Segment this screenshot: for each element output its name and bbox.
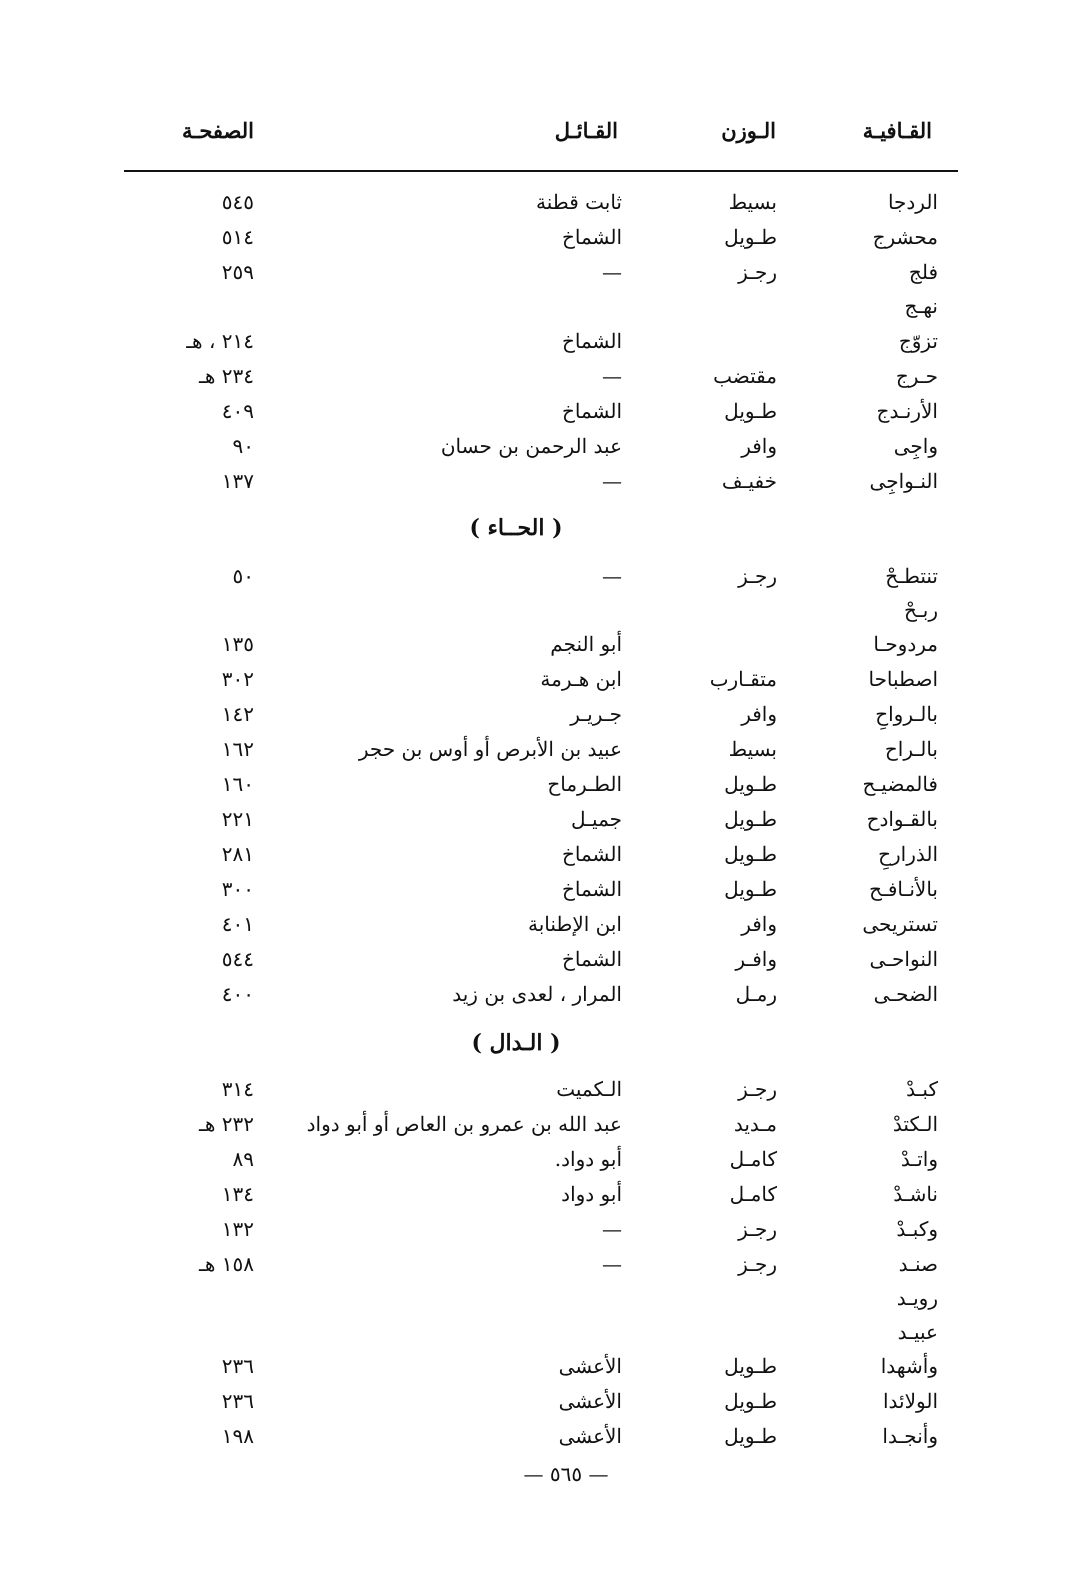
cell-rhyme: الـكتدْ bbox=[892, 1112, 938, 1136]
cell-rhyme: واجِى bbox=[893, 434, 938, 458]
cell-page: ٢١٤ ، هـ bbox=[186, 329, 254, 353]
table-row bbox=[0, 430, 1092, 464]
table-row bbox=[0, 256, 1092, 290]
cell-meter: رجـز bbox=[738, 1077, 777, 1101]
table-row bbox=[0, 560, 1092, 594]
cell-meter: رجـز bbox=[738, 260, 777, 284]
cell-rhyme: واتـدْ bbox=[900, 1147, 938, 1171]
cell-poet: ابن الإطنابة bbox=[527, 912, 622, 936]
cell-rhyme: فالمضيـح bbox=[862, 772, 938, 796]
cell-page: ٣٠٠ bbox=[221, 877, 254, 901]
table-row bbox=[0, 628, 1092, 662]
cell-poet: الـكميت bbox=[556, 1077, 622, 1101]
section-heading bbox=[0, 1030, 1092, 1056]
cell-meter: طـويل bbox=[724, 399, 777, 423]
cell-poet: — bbox=[602, 260, 622, 284]
table-row bbox=[0, 221, 1092, 255]
header-rhyme: القـافيـة bbox=[862, 118, 932, 143]
cell-rhyme: الذرارحِ bbox=[878, 842, 938, 866]
cell-rhyme: تنتطـحْ bbox=[885, 564, 938, 588]
table-row bbox=[0, 1213, 1092, 1247]
header-meter: الـوزن bbox=[721, 118, 776, 143]
cell-page: ٥٠ bbox=[232, 564, 254, 588]
cell-rhyme: وكبـدْ bbox=[896, 1217, 938, 1241]
cell-poet: — bbox=[602, 1217, 622, 1241]
cell-poet: جـريـر bbox=[570, 702, 622, 726]
cell-rhyme: نهـج bbox=[904, 294, 938, 318]
table-row bbox=[0, 1108, 1092, 1142]
table-row bbox=[0, 1350, 1092, 1384]
cell-poet: الشماخ bbox=[561, 329, 622, 353]
table-row bbox=[0, 698, 1092, 732]
cell-page: ١٤٢ bbox=[221, 702, 254, 726]
cell-meter: رجـز bbox=[738, 1252, 777, 1276]
cell-page: ٢٣٦ bbox=[221, 1389, 254, 1413]
page-number: — ٥٦٥ — bbox=[523, 1462, 609, 1486]
cell-page: ٤٠١ bbox=[221, 912, 254, 936]
cell-meter: وافر bbox=[741, 912, 777, 936]
cell-rhyme: بالقـوادح bbox=[866, 807, 938, 831]
section-heading-text: ( الـدال ) bbox=[471, 1030, 561, 1056]
cell-page: ١٣٥ bbox=[221, 632, 254, 656]
cell-rhyme: الضحـى bbox=[873, 982, 938, 1006]
cell-poet: الأعشى bbox=[558, 1424, 622, 1448]
cell-meter: وافـر bbox=[735, 947, 777, 971]
cell-meter: مـديد bbox=[733, 1112, 777, 1136]
cell-meter: كامـل bbox=[729, 1182, 777, 1206]
cell-rhyme: فلج bbox=[908, 260, 938, 284]
cell-meter: رجـز bbox=[738, 1217, 777, 1241]
cell-page: ١٣٧ bbox=[221, 469, 254, 493]
cell-poet: أبو النجم bbox=[550, 632, 622, 656]
cell-rhyme: محشرج bbox=[872, 225, 938, 249]
cell-poet: الشماخ bbox=[561, 225, 622, 249]
cell-rhyme: تزوّج bbox=[898, 329, 938, 353]
cell-page: ٢٥٩ bbox=[221, 260, 254, 284]
table-row bbox=[0, 1143, 1092, 1177]
cell-meter: كامـل bbox=[729, 1147, 777, 1171]
cell-page: ١٥٨ هـ bbox=[199, 1252, 254, 1276]
cell-page: ٣١٤ bbox=[221, 1077, 254, 1101]
table-row bbox=[0, 838, 1092, 872]
cell-meter: مقتضب bbox=[713, 364, 777, 388]
table-row bbox=[0, 978, 1092, 1012]
header-page: الصفحـة bbox=[181, 118, 254, 143]
cell-rhyme: اصطباحا bbox=[868, 667, 938, 691]
cell-meter: طـويل bbox=[724, 1424, 777, 1448]
table-row bbox=[0, 1248, 1092, 1282]
cell-page: ١٣٢ bbox=[221, 1217, 254, 1241]
cell-meter: وافر bbox=[741, 702, 777, 726]
cell-rhyme: الولائدا bbox=[882, 1389, 938, 1413]
cell-rhyme: النواحـى bbox=[869, 947, 938, 971]
cell-rhyme: النـواجِى bbox=[869, 469, 938, 493]
cell-poet: الشماخ bbox=[561, 842, 622, 866]
section-heading-text: ( الحــاء ) bbox=[469, 515, 563, 541]
cell-page: ٢٢١ bbox=[221, 807, 254, 831]
cell-poet: الطـرماح bbox=[547, 772, 622, 796]
cell-page: ١٦٠ bbox=[221, 772, 254, 796]
cell-meter: طـويل bbox=[724, 1354, 777, 1378]
cell-page: ٢٣٤ هـ bbox=[199, 364, 254, 388]
cell-rhyme: مردوحـا bbox=[873, 632, 938, 656]
table-row bbox=[0, 325, 1092, 359]
cell-poet: — bbox=[602, 564, 622, 588]
cell-meter: متقـارب bbox=[709, 667, 777, 691]
cell-page: ٥٤٤ bbox=[221, 947, 254, 971]
cell-meter: طـويل bbox=[724, 877, 777, 901]
table-row bbox=[0, 290, 1092, 324]
cell-rhyme: حـرج bbox=[895, 364, 938, 388]
cell-page: ٩٠ bbox=[232, 434, 254, 458]
cell-page: ٢٨١ bbox=[221, 842, 254, 866]
table-row bbox=[0, 1073, 1092, 1107]
table-row bbox=[0, 908, 1092, 942]
cell-rhyme: رويـد bbox=[896, 1286, 938, 1310]
cell-page: ١٣٤ bbox=[221, 1182, 254, 1206]
table-row bbox=[0, 733, 1092, 767]
cell-poet: عبيد بن الأبرص أو أوس بن حجر bbox=[358, 737, 622, 761]
cell-meter: بسيط bbox=[728, 737, 777, 761]
cell-poet: عبد الرحمن بن حسان bbox=[440, 434, 622, 458]
cell-meter: وافر bbox=[741, 434, 777, 458]
table-row bbox=[0, 873, 1092, 907]
table-row bbox=[0, 1282, 1092, 1316]
cell-meter: طـويل bbox=[724, 772, 777, 796]
cell-poet: الأعشى bbox=[558, 1389, 622, 1413]
cell-poet: الشماخ bbox=[561, 947, 622, 971]
cell-poet: الشماخ bbox=[561, 877, 622, 901]
cell-page: ٣٠٢ bbox=[221, 667, 254, 691]
cell-meter: طـويل bbox=[724, 842, 777, 866]
table-row bbox=[0, 1385, 1092, 1419]
cell-poet: الأعشى bbox=[558, 1354, 622, 1378]
cell-rhyme: بالأنـافـح bbox=[869, 877, 938, 901]
cell-page: ١٦٢ bbox=[221, 737, 254, 761]
section-heading bbox=[0, 515, 1092, 541]
cell-page: ٢٣٦ bbox=[221, 1354, 254, 1378]
cell-rhyme: الردجا bbox=[887, 190, 938, 214]
table-row bbox=[0, 465, 1092, 499]
cell-poet: عبد الله بن عمرو بن العاص أو أبو دواد bbox=[306, 1112, 622, 1136]
cell-meter: بسيط bbox=[728, 190, 777, 214]
header-poet: القـائـل bbox=[554, 118, 618, 143]
cell-rhyme: صنـد bbox=[898, 1252, 938, 1276]
table-row bbox=[0, 768, 1092, 802]
cell-page: ٤٠٠ bbox=[221, 982, 254, 1006]
cell-poet: أبو دواد bbox=[561, 1182, 622, 1206]
cell-meter: رمـل bbox=[735, 982, 777, 1006]
cell-rhyme: كبـدْ bbox=[906, 1077, 938, 1101]
cell-page: ٨٩ bbox=[232, 1147, 254, 1171]
cell-poet: جميـل bbox=[571, 807, 622, 831]
cell-meter: طـويل bbox=[724, 225, 777, 249]
cell-page: ٢٣٢ هـ bbox=[199, 1112, 254, 1136]
cell-meter: رجـز bbox=[738, 564, 777, 588]
cell-poet: — bbox=[602, 469, 622, 493]
cell-poet: ثابت قطنة bbox=[536, 190, 622, 214]
cell-page: ٥٤٥ bbox=[221, 190, 254, 214]
cell-poet: — bbox=[602, 364, 622, 388]
table-row bbox=[0, 594, 1092, 628]
cell-poet: ابن هـرمة bbox=[540, 667, 622, 691]
table-row bbox=[0, 186, 1092, 220]
cell-rhyme: وأنجـدا bbox=[882, 1424, 938, 1448]
cell-page: ٤٠٩ bbox=[221, 399, 254, 423]
cell-poet: المرار ، لعدى بن زيد bbox=[452, 982, 622, 1006]
table-row bbox=[0, 943, 1092, 977]
table-row bbox=[0, 395, 1092, 429]
cell-rhyme: عبيـد bbox=[897, 1320, 938, 1344]
cell-poet: أبو دواد. bbox=[554, 1147, 622, 1171]
cell-rhyme: وأشهدا bbox=[880, 1354, 938, 1378]
table-row bbox=[0, 1178, 1092, 1212]
table-row bbox=[0, 803, 1092, 837]
cell-rhyme: ناشـدْ bbox=[893, 1182, 938, 1206]
cell-page: ١٩٨ bbox=[221, 1424, 254, 1448]
cell-poet: — bbox=[602, 1252, 622, 1276]
table-row bbox=[0, 663, 1092, 697]
cell-rhyme: ربـحْ bbox=[904, 598, 938, 622]
cell-rhyme: بالـراح bbox=[884, 737, 938, 761]
table-row bbox=[0, 1420, 1092, 1454]
cell-page: ٥١٤ bbox=[221, 225, 254, 249]
cell-meter: طـويل bbox=[724, 807, 777, 831]
cell-rhyme: تستريحى bbox=[862, 912, 938, 936]
cell-rhyme: الأرنـدج bbox=[876, 399, 938, 423]
cell-meter: خفيـف bbox=[721, 469, 777, 493]
table-row bbox=[0, 360, 1092, 394]
cell-poet: الشماخ bbox=[561, 399, 622, 423]
cell-meter: طـويل bbox=[724, 1389, 777, 1413]
table-row bbox=[0, 1316, 1092, 1350]
cell-rhyme: بالـرواحِ bbox=[875, 702, 938, 726]
header-rule bbox=[124, 170, 958, 172]
